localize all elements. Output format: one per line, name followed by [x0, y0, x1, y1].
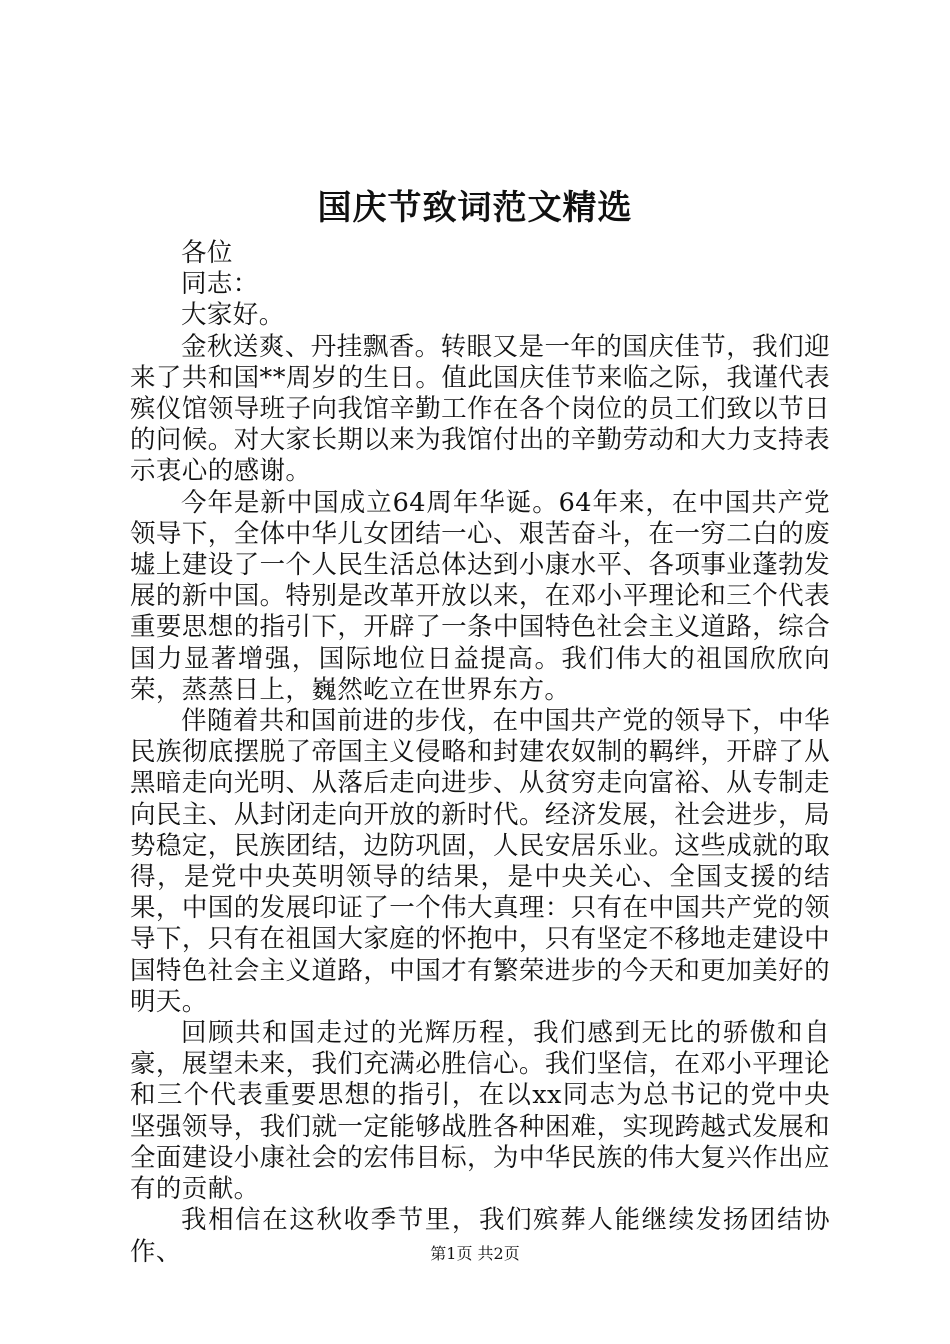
body-paragraph: 我相信在这秋收季节里，我们殡葬人能继续发扬团结协作、	[130, 1205, 830, 1267]
body-paragraph: 回顾共和国走过的光辉历程，我们感到无比的骄傲和自豪，展望未来，我们充满必胜信心。我们坚信，在邓小平理论和三个代表重要思想的指引，在以xx同志为总书记的党中央坚强领导，我们就一定能够战胜各种困难，实现跨越式发展和全面建设小康社会的宏伟目标，为中华民族的伟大复兴作出应有的贡献。	[130, 1018, 830, 1205]
page-footer: 第1页 共2页	[430, 1244, 520, 1263]
page-title: 国庆节致词范文精选	[317, 188, 633, 228]
body-paragraph: 金秋送爽、丹挂飘香。转眼又是一年的国庆佳节，我们迎来了共和国**周岁的生日。值此国庆佳节来临之际，我谨代表殡仪馆领导班子向我馆辛勤工作在各个岗位的员工们致以节日的问候。对大家长期以来为我馆付出的辛勤劳动和大力支持表示衷心的感谢。	[130, 331, 830, 487]
body-paragraph: 伴随着共和国前进的步伐，在中国共产党的领导下，中华民族彻底摆脱了帝国主义侵略和封建农奴制的羁绊，开辟了从黑暗走向光明、从落后走向进步、从贫穷走向富裕、从专制走向民主、从封闭走向开放的新时代。经济发展，社会进步，局势稳定，民族团结，边防巩固，人民安居乐业。这些成就的取得，是党中央英明领导的结果，是中央关心、全国支援的结果，中国的发展印证了一个伟大真理：只有在中国共产党的领导下，只有在祖国大家庭的怀抱中，只有坚定不移地走建设中国特色社会主义道路，中国才有繁荣进步的今天和更加美好的明天。	[130, 706, 830, 1017]
document-body	[130, 238, 830, 1268]
greeting-line: 大家好。	[181, 300, 285, 331]
salutation-line: 各位	[181, 238, 233, 268]
salutation-line: 同志：	[181, 269, 259, 300]
body-paragraph: 今年是新中国成立64周年华诞。64年来，在中国共产党领导下，全体中华儿女团结一心、艰苦奋斗，在一穷二白的废墟上建设了一个人民生活总体达到小康水平、各项事业蓬勃发展的新中国。特别是改革开放以来，在邓小平理论和三个代表重要思想的指引下，开辟了一条中国特色社会主义道路，综合国力显著增强，国际地位日益提高。我们伟大的祖国欣欣向荣，蒸蒸日上，巍然屹立在世界东方。	[130, 487, 830, 705]
